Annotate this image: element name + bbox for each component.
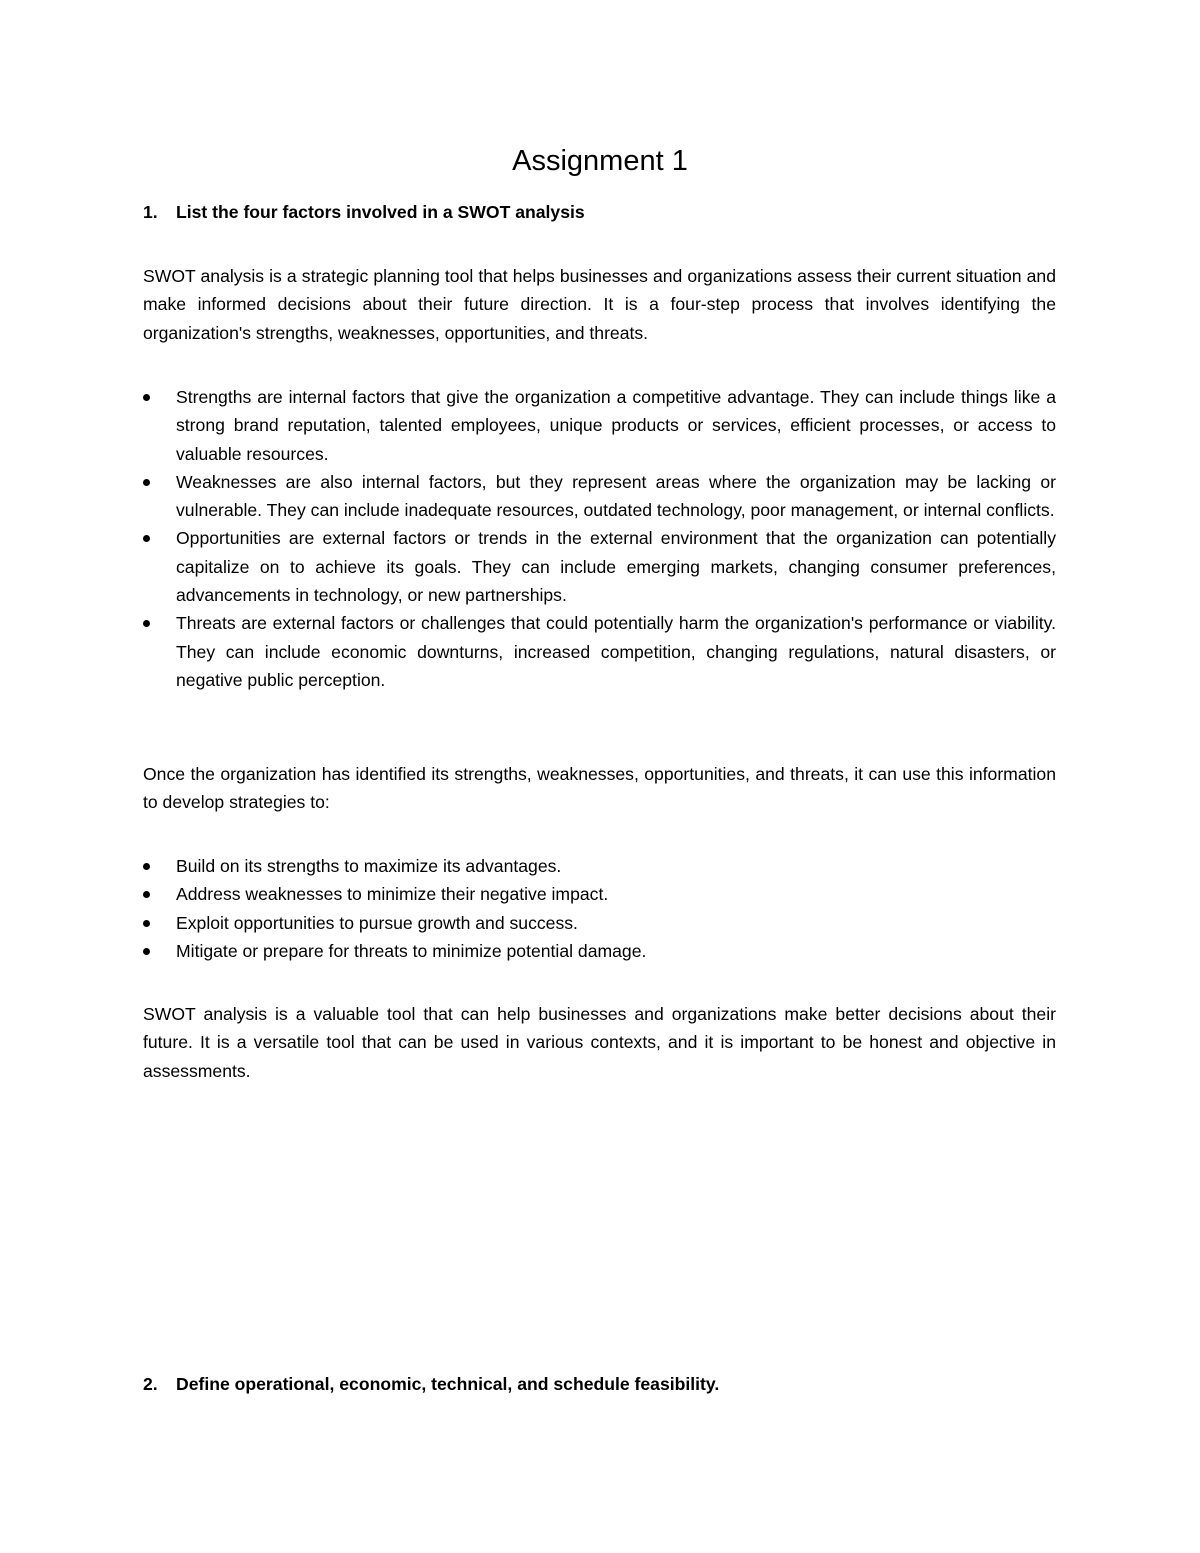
list-item [143,852,1056,880]
list-item-text: Weaknesses are also internal factors, but they represent areas where the organization may be lacking or vulnerable. They can include inadequate resources, outdated technology, poor management, or internal conflicts. [176,471,1056,521]
bullet-icon [143,948,150,955]
question-1-text: List the four factors involved in a SWOT analysis [176,202,585,222]
list-item-text: Threats are external factors or challenges that could potentially harm the organization's performance or viability. They can include economic downturns, increased competition, changing regulations, natural disasters, or negative public perception. [176,613,1056,690]
bullet-icon [143,394,150,401]
list-item [143,468,1056,525]
bullet-icon [143,863,150,870]
bullet-icon [143,891,150,898]
list-item-text: Strengths are internal factors that give the organization a competitive advantage. They can include things like a strong brand reputation, talented employees, unique products or services, efficient processes, or access to valuable resources. [176,387,1056,464]
question-1-number: 1. [143,202,158,222]
conclusion-paragraph: SWOT analysis is a valuable tool that can help businesses and organizations make better decisions about their future. It is a versatile tool that can be used in various contexts, and it is important to be honest and objective in assessments. [143,1004,1056,1081]
strategies-intro-paragraph: Once the organization has identified its strengths, weaknesses, opportunities, and threats, it can use this information to develop strategies to: [143,764,1056,813]
list-item [143,909,1056,937]
list-item-text: Exploit opportunities to pursue growth and success. [176,912,578,933]
list-item [143,937,1056,965]
question-2-number: 2. [143,1374,158,1394]
list-item-text: Mitigate or prepare for threats to minimize potential damage. [176,940,647,961]
list-item [143,524,1056,609]
bullet-icon [143,920,150,927]
list-item [143,609,1056,694]
swot-factors-list [143,383,1056,694]
question-2-text: Define operational, economic, technical, and schedule feasibility. [176,1374,720,1394]
document-title: Assignment 1 [512,145,688,177]
intro-paragraph: SWOT analysis is a strategic planning tool that helps businesses and organizations assess their current situation and make informed decisions about their future direction. It is a four-step process that involves identifying the organization's strengths, weaknesses, opportunities, and threats. [143,266,1056,343]
bullet-icon [143,620,150,627]
question-1-heading [143,198,1063,226]
strategies-list [143,852,1056,965]
bullet-icon [143,479,150,486]
list-item [143,383,1056,468]
bullet-icon [143,535,150,542]
list-item-text: Build on its strengths to maximize its advantages. [176,856,562,876]
list-item [143,880,1056,908]
list-item-text: Opportunities are external factors or trends in the external environment that the organization can potentially capitalize on to achieve its goals. They can include emerging markets, changing consumer preferences, advancements in technology, or new partnerships. [176,528,1056,606]
list-item-text: Address weaknesses to minimize their negative impact. [176,884,609,905]
question-2-heading [143,1370,1063,1398]
